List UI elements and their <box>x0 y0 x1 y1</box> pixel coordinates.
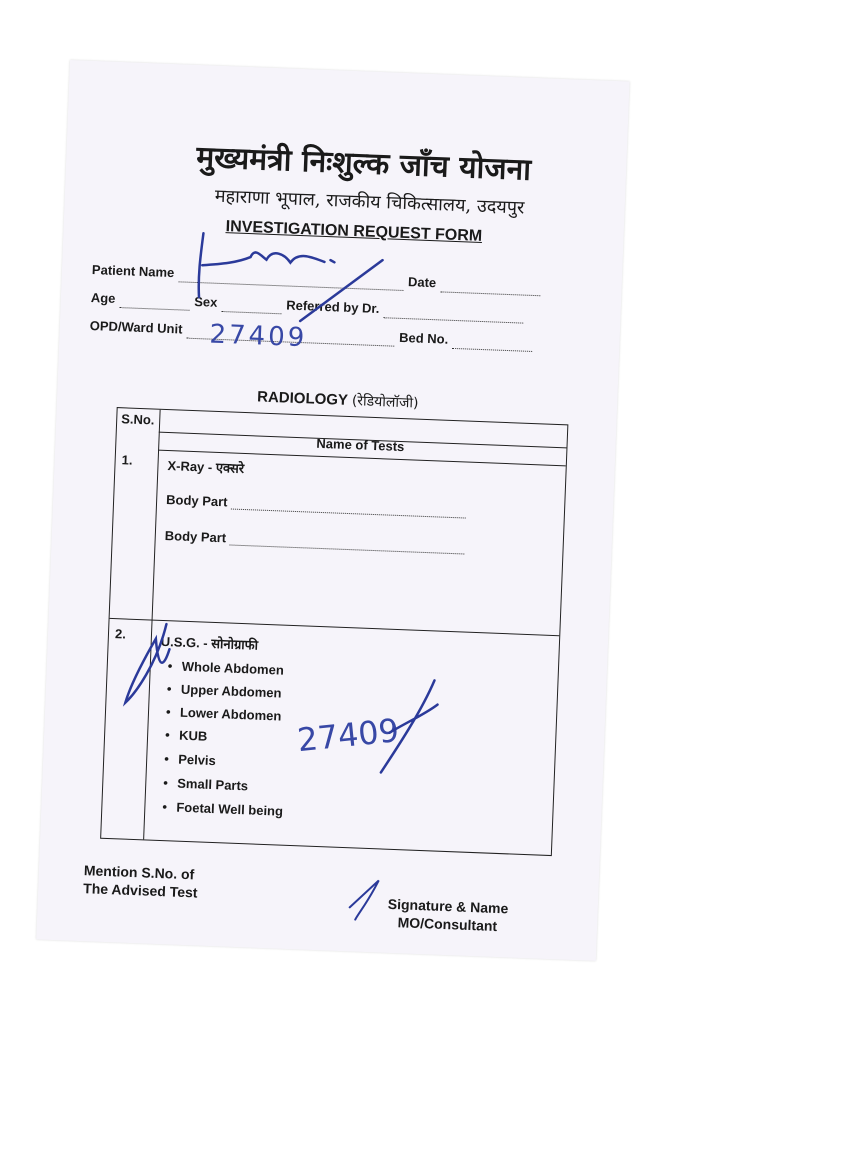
patient-name-label: Patient Name <box>91 262 175 281</box>
col-name-header: Name of Tests <box>316 435 405 455</box>
form-title: INVESTIGATION REQUEST FORM <box>225 218 483 245</box>
body-part-field-1[interactable] <box>231 497 466 519</box>
usg-title: U.S.G. - सोनोग्राफी <box>160 633 259 653</box>
hospital-name: महाराणा भूपाल, राजकीय चिकित्सालय, उदयपुर <box>214 185 525 219</box>
body-part-row-1 <box>166 492 466 519</box>
age-sex-row <box>91 289 525 324</box>
footer-right <box>387 895 509 936</box>
referred-by-field[interactable] <box>383 305 523 323</box>
section-title-en: RADIOLOGY <box>256 388 349 409</box>
sex-field[interactable] <box>222 299 282 314</box>
body-part-label-2: Body Part <box>164 527 227 546</box>
signature-label: Signature & Name <box>387 895 509 917</box>
date-label: Date <box>407 274 437 291</box>
consultant-label: MO/Consultant <box>397 914 498 935</box>
opd-row <box>89 317 533 352</box>
row2-number: 2. <box>114 626 127 642</box>
tests-table <box>100 407 568 856</box>
xray-title: X-Ray - एक्सरे <box>167 458 245 476</box>
body-part-row-2 <box>165 528 465 555</box>
usg-item[interactable]: • KUB <box>164 727 208 744</box>
sex-label: Sex <box>194 293 218 310</box>
bed-label: Bed No. <box>398 329 449 347</box>
consultant-signature <box>349 879 379 920</box>
opd-label: OPD/Ward Unit <box>89 317 183 337</box>
bed-field[interactable] <box>452 336 532 352</box>
section-title <box>257 387 419 412</box>
footer-left-line1: Mention S.No. of <box>83 862 195 883</box>
usg-handwritten-number: 27409 <box>295 711 401 760</box>
usg-item[interactable]: • Small Parts <box>163 775 249 794</box>
scheme-title: मुख्यमंत्री निःशुल्क जाँच योजना <box>195 139 532 188</box>
opd-field[interactable] <box>187 326 395 347</box>
opd-handwritten-number: 27409 <box>208 319 308 354</box>
usg-item[interactable]: • Upper Abdomen <box>166 681 282 701</box>
age-field[interactable] <box>120 295 190 311</box>
referred-by-label: Referred by Dr. <box>285 297 380 317</box>
age-label: Age <box>90 289 116 306</box>
form-paper <box>36 60 629 961</box>
col-sno-header: S.No. <box>120 411 155 428</box>
usg-item[interactable]: • Whole Abdomen <box>167 658 285 678</box>
usg-item[interactable]: • Lower Abdomen <box>165 704 282 724</box>
patient-name-field[interactable] <box>178 269 403 291</box>
usg-item[interactable]: • Foetal Well being <box>162 799 284 819</box>
footer-left-line2: The Advised Test <box>82 880 198 901</box>
section-title-hindi: (रेडियोलॉजी) <box>351 393 419 412</box>
usg-item[interactable]: • Pelvis <box>163 751 217 769</box>
body-part-field-2[interactable] <box>230 532 465 554</box>
table-column-divider <box>143 410 161 840</box>
footer-left <box>83 861 199 901</box>
row1-number: 1. <box>121 452 133 468</box>
body-part-label-1: Body Part <box>165 492 228 510</box>
date-field[interactable] <box>440 279 540 296</box>
